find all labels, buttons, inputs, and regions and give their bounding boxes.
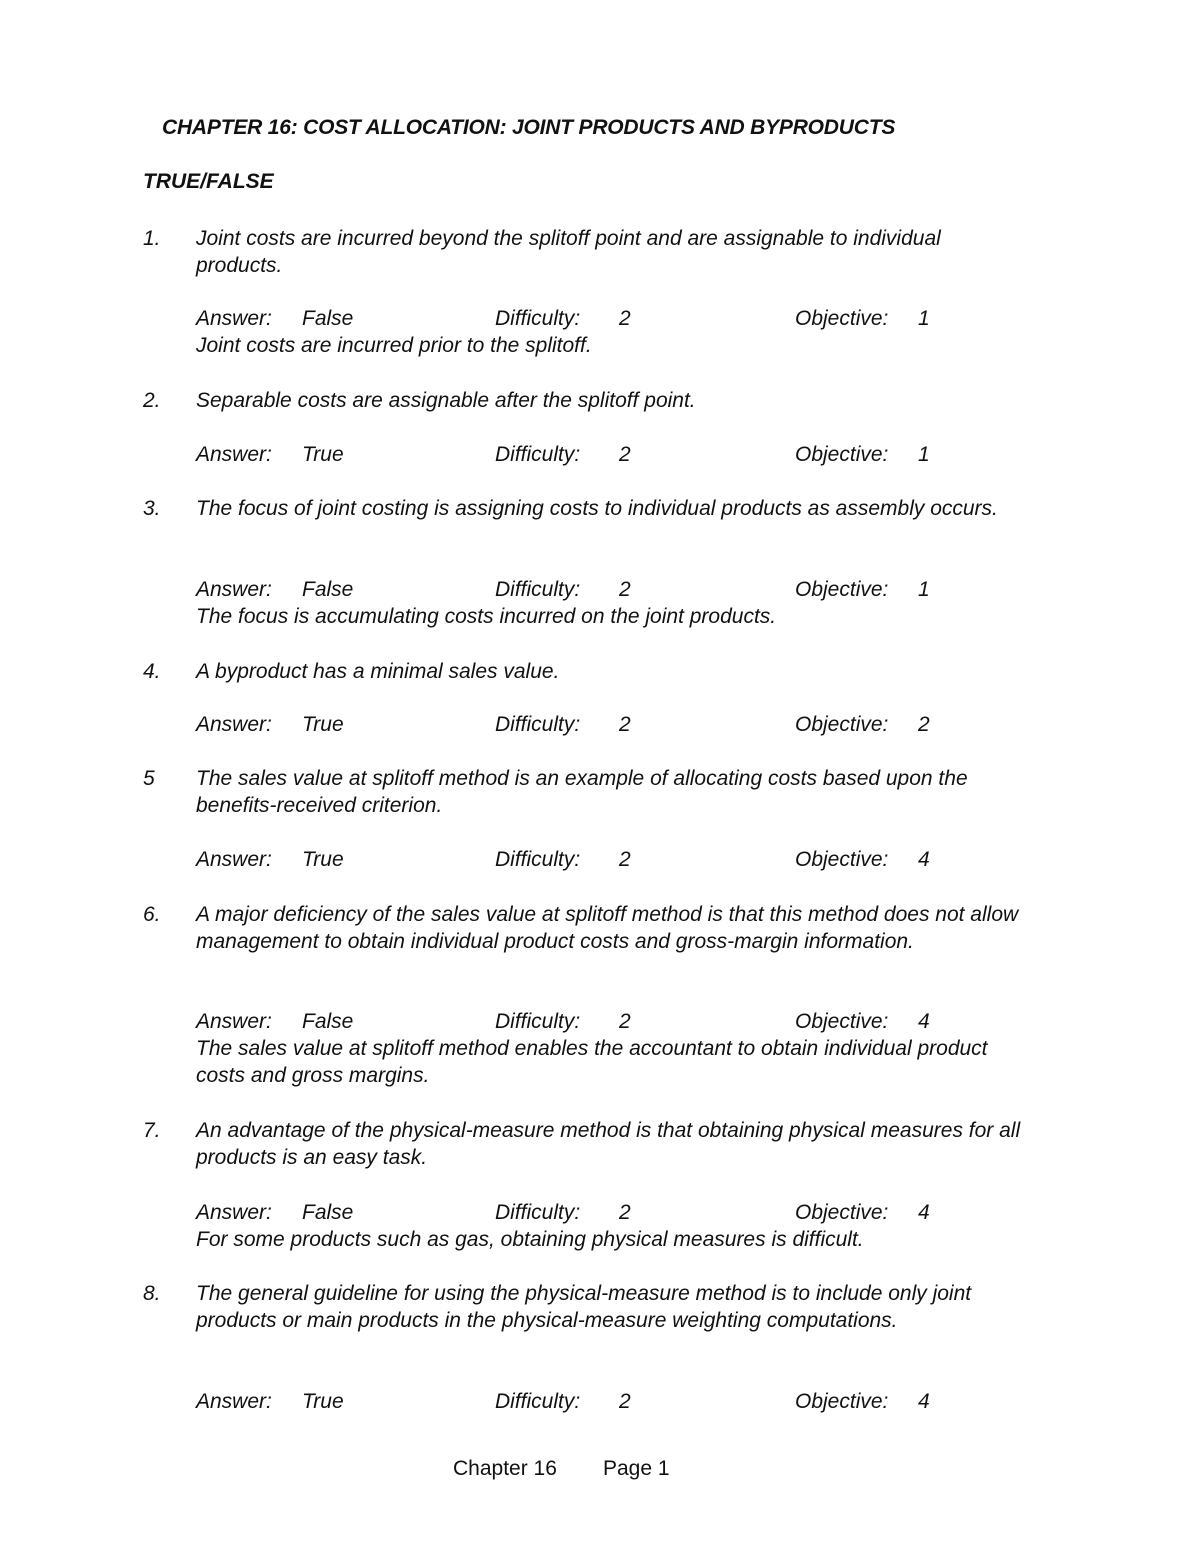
objective-label: Objective: [795,713,889,736]
answer-block [196,711,1026,738]
answer-label: Answer: [196,443,272,466]
question-number: 2. [143,389,161,412]
difficulty-label: Difficulty: [495,1201,581,1224]
question-text: The focus of joint costing is assigning costs to individual products as assembly occurs. [196,497,998,520]
answer-value: False [302,578,354,601]
answer-explanation: The focus is accumulating costs incurred on the joint products. [196,605,777,628]
objective-label: Objective: [795,443,889,466]
objective-label: Objective: [795,578,889,601]
difficulty-label: Difficulty: [495,1390,581,1413]
difficulty-value: 2 [619,713,631,736]
difficulty-value: 2 [619,578,631,601]
answer-block [196,305,1026,359]
difficulty-value: 2 [619,848,631,871]
objective-value: 2 [918,713,930,736]
chapter-title: CHAPTER 16: COST ALLOCATION: JOINT PRODUCTS AND BYPRODUCTS [162,116,896,139]
question-number: 6. [143,903,161,926]
difficulty-value: 2 [619,1390,631,1413]
answer-explanation: The sales value at splitoff method enables the accountant to obtain individual product costs and gross margins. [196,1037,988,1087]
answer-block [196,1388,1026,1415]
answer-row [196,1388,1026,1415]
answer-row [196,576,1026,603]
answer-block [196,441,1026,468]
answer-value: False [302,307,354,330]
difficulty-label: Difficulty: [495,443,581,466]
answer-explanation: For some products such as gas, obtaining physical measures is difficult. [196,1228,864,1251]
answer-value: False [302,1201,354,1224]
answer-row [196,1008,1026,1035]
answer-block [196,576,1026,630]
difficulty-value: 2 [619,1010,631,1033]
answer-label: Answer: [196,1201,272,1224]
question-number: 1. [143,227,161,250]
question-text: The sales value at splitoff method is an example of allocating costs based upon the benefits-received criterion. [196,767,968,817]
answer-block [196,1199,1026,1253]
difficulty-value: 2 [619,1201,631,1224]
question-number: 4. [143,660,161,683]
question-text: Joint costs are incurred beyond the splitoff point and are assignable to individual products. [196,227,941,277]
answer-explanation: Joint costs are incurred prior to the splitoff. [196,334,592,357]
objective-value: 4 [918,1201,930,1224]
objective-label: Objective: [795,848,889,871]
answer-row [196,305,1026,332]
objective-label: Objective: [795,1201,889,1224]
answer-row [196,1199,1026,1226]
difficulty-label: Difficulty: [495,848,581,871]
difficulty-label: Difficulty: [495,578,581,601]
answer-value: False [302,1010,354,1033]
question-text: Separable costs are assignable after the splitoff point. [196,389,696,412]
answer-row [196,846,1026,873]
answer-row [196,441,1026,468]
answer-value: True [302,848,344,871]
question-number: 8. [143,1282,161,1305]
objective-value: 4 [918,1010,930,1033]
question-number: 3. [143,497,161,520]
objective-value: 4 [918,848,930,871]
answer-value: True [302,713,344,736]
section-heading: TRUE/FALSE [143,170,274,193]
footer-chapter: Chapter 16 [453,1457,557,1480]
answer-value: True [302,1390,344,1413]
difficulty-label: Difficulty: [495,1010,581,1033]
answer-label: Answer: [196,848,272,871]
difficulty-label: Difficulty: [495,713,581,736]
answer-row [196,711,1026,738]
question-number: 5 [143,767,155,790]
objective-label: Objective: [795,307,889,330]
objective-value: 1 [918,443,930,466]
difficulty-value: 2 [619,307,631,330]
footer-page-number: Page 1 [603,1457,670,1480]
question-text: A major deficiency of the sales value at splitoff method is that this method does not allow management to obtain individual product costs and gross-margin information. [196,903,1019,953]
question-text: The general guideline for using the physical-measure method is to include only joint products or main products in the physical-measure weighting computations. [196,1282,972,1332]
objective-label: Objective: [795,1390,889,1413]
answer-block [196,846,1026,873]
question-text: A byproduct has a minimal sales value. [196,660,560,683]
answer-label: Answer: [196,578,272,601]
question-number: 7. [143,1119,161,1142]
answer-label: Answer: [196,307,272,330]
answer-label: Answer: [196,1010,272,1033]
difficulty-label: Difficulty: [495,307,581,330]
answer-label: Answer: [196,1390,272,1413]
objective-value: 1 [918,578,930,601]
answer-block [196,1008,1026,1089]
difficulty-value: 2 [619,443,631,466]
objective-value: 4 [918,1390,930,1413]
objective-label: Objective: [795,1010,889,1033]
answer-value: True [302,443,344,466]
objective-value: 1 [918,307,930,330]
question-text: An advantage of the physical-measure method is that obtaining physical measures for all products is an easy task. [196,1119,1021,1169]
answer-label: Answer: [196,713,272,736]
